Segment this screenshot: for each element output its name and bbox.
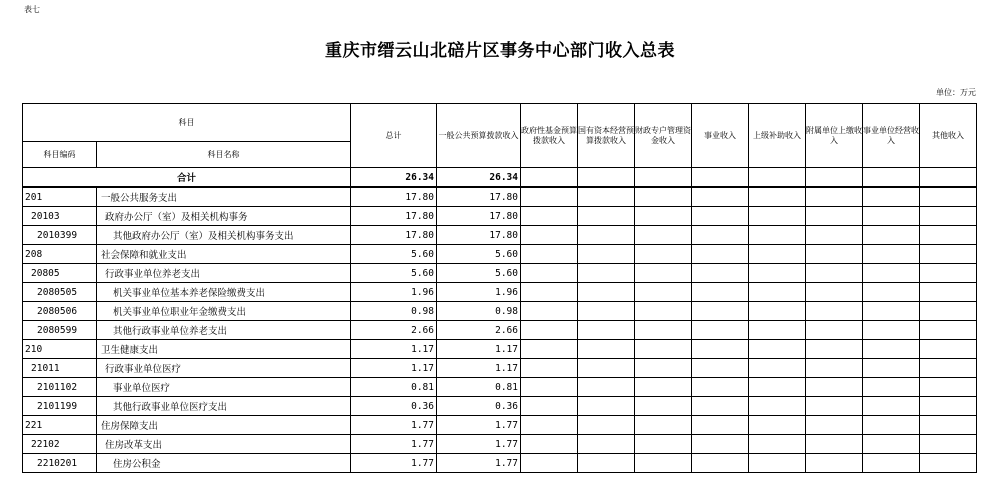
empty-cell	[635, 245, 692, 264]
empty-cell	[806, 397, 863, 416]
empty-cell	[578, 435, 635, 454]
empty-cell	[749, 207, 806, 226]
total-value: 26.34	[351, 168, 437, 188]
empty-cell	[692, 264, 749, 283]
empty-cell	[692, 187, 749, 207]
general-budget-cell: 5.60	[437, 264, 521, 283]
total-cell: 1.17	[351, 359, 437, 378]
header-affiliated-income: 附属单位上缴收入	[806, 104, 863, 168]
total-cell: 1.77	[351, 454, 437, 473]
subject-name: 其他行政事业单位医疗支出	[97, 397, 351, 416]
empty-cell	[578, 378, 635, 397]
empty-cell	[749, 416, 806, 435]
empty-cell	[806, 454, 863, 473]
empty-cell	[920, 340, 977, 359]
subject-name: 住房改革支出	[97, 435, 351, 454]
empty-cell	[920, 302, 977, 321]
empty-cell	[635, 435, 692, 454]
general-budget-cell: 2.66	[437, 321, 521, 340]
empty-cell	[806, 321, 863, 340]
empty-cell	[521, 340, 578, 359]
table-row	[23, 283, 977, 302]
empty-cell	[749, 321, 806, 340]
empty-cell	[578, 283, 635, 302]
empty-cell	[635, 168, 692, 188]
empty-cell	[863, 245, 920, 264]
total-cell: 1.17	[351, 340, 437, 359]
empty-cell	[863, 226, 920, 245]
empty-cell	[692, 340, 749, 359]
empty-cell	[749, 397, 806, 416]
subject-code: 2101102	[23, 378, 97, 397]
empty-cell	[578, 321, 635, 340]
empty-cell	[635, 359, 692, 378]
subject-name: 机关事业单位基本养老保险缴费支出	[97, 283, 351, 302]
empty-cell	[692, 359, 749, 378]
subject-name: 卫生健康支出	[97, 340, 351, 359]
empty-cell	[863, 302, 920, 321]
empty-cell	[749, 378, 806, 397]
empty-cell	[692, 207, 749, 226]
empty-cell	[749, 226, 806, 245]
empty-cell	[749, 359, 806, 378]
empty-cell	[692, 397, 749, 416]
general-budget-cell: 0.36	[437, 397, 521, 416]
empty-cell	[749, 454, 806, 473]
empty-cell	[635, 397, 692, 416]
header-government-fund: 政府性基金预算拨款收入	[521, 104, 578, 168]
total-cell: 5.60	[351, 264, 437, 283]
table-row	[23, 187, 977, 207]
subject-name: 行政事业单位医疗	[97, 359, 351, 378]
table-body	[23, 168, 977, 473]
subject-code: 2080506	[23, 302, 97, 321]
empty-cell	[578, 187, 635, 207]
subject-code: 2080599	[23, 321, 97, 340]
empty-cell	[635, 207, 692, 226]
subject-code: 201	[23, 187, 97, 207]
subject-code: 20805	[23, 264, 97, 283]
empty-cell	[578, 302, 635, 321]
empty-cell	[692, 168, 749, 188]
empty-cell	[521, 168, 578, 188]
subject-code: 2080505	[23, 283, 97, 302]
total-cell: 5.60	[351, 245, 437, 264]
header-fiscal-account: 财政专户管理资金收入	[635, 104, 692, 168]
empty-cell	[635, 187, 692, 207]
table-row	[23, 378, 977, 397]
empty-cell	[521, 245, 578, 264]
empty-cell	[521, 359, 578, 378]
table-row	[23, 397, 977, 416]
empty-cell	[692, 283, 749, 302]
empty-cell	[806, 245, 863, 264]
subject-code: 2210201	[23, 454, 97, 473]
subject-code: 22102	[23, 435, 97, 454]
empty-cell	[635, 264, 692, 283]
empty-cell	[692, 454, 749, 473]
empty-cell	[749, 168, 806, 188]
general-budget-cell: 0.98	[437, 302, 521, 321]
income-summary-table	[22, 103, 977, 473]
total-cell: 1.77	[351, 435, 437, 454]
empty-cell	[863, 321, 920, 340]
header-subject-name: 科目名称	[97, 142, 351, 168]
general-budget-cell: 17.80	[437, 226, 521, 245]
empty-cell	[521, 302, 578, 321]
header-total: 总计	[351, 104, 437, 168]
header-subject: 科目	[23, 104, 351, 142]
empty-cell	[863, 454, 920, 473]
table-row	[23, 359, 977, 378]
total-cell: 17.80	[351, 226, 437, 245]
subject-name: 政府办公厅（室）及相关机构事务	[97, 207, 351, 226]
table-row	[23, 207, 977, 226]
empty-cell	[806, 359, 863, 378]
table-row	[23, 226, 977, 245]
general-budget-cell: 1.77	[437, 435, 521, 454]
empty-cell	[635, 321, 692, 340]
total-cell: 1.77	[351, 416, 437, 435]
empty-cell	[920, 378, 977, 397]
subject-name: 机关事业单位职业年金缴费支出	[97, 302, 351, 321]
empty-cell	[863, 187, 920, 207]
empty-cell	[863, 264, 920, 283]
empty-cell	[521, 226, 578, 245]
header-business-income: 事业收入	[692, 104, 749, 168]
empty-cell	[863, 359, 920, 378]
page-title: 重庆市缙云山北碚片区事务中心部门收入总表	[325, 41, 675, 61]
general-budget-cell: 1.77	[437, 454, 521, 473]
subject-name: 事业单位医疗	[97, 378, 351, 397]
general-budget-cell: 1.17	[437, 340, 521, 359]
empty-cell	[521, 416, 578, 435]
total-cell: 1.96	[351, 283, 437, 302]
empty-cell	[920, 245, 977, 264]
empty-cell	[863, 416, 920, 435]
empty-cell	[578, 207, 635, 226]
header-general-budget: 一般公共预算拨款收入	[437, 104, 521, 168]
empty-cell	[920, 435, 977, 454]
empty-cell	[806, 283, 863, 302]
empty-cell	[806, 302, 863, 321]
empty-cell	[578, 245, 635, 264]
empty-cell	[521, 378, 578, 397]
table-row	[23, 245, 977, 264]
empty-cell	[920, 359, 977, 378]
header-superior-subsidy: 上级补助收入	[749, 104, 806, 168]
unit-label: 单位：万元	[936, 88, 976, 97]
empty-cell	[863, 168, 920, 188]
subject-name: 行政事业单位养老支出	[97, 264, 351, 283]
empty-cell	[920, 397, 977, 416]
table-header	[23, 104, 977, 168]
empty-cell	[521, 283, 578, 302]
total-cell: 0.36	[351, 397, 437, 416]
empty-cell	[920, 226, 977, 245]
empty-cell	[692, 378, 749, 397]
table-number-label: 表七	[24, 5, 40, 14]
subject-name: 住房公积金	[97, 454, 351, 473]
empty-cell	[806, 207, 863, 226]
empty-cell	[692, 435, 749, 454]
empty-cell	[578, 264, 635, 283]
empty-cell	[863, 340, 920, 359]
subject-code: 221	[23, 416, 97, 435]
empty-cell	[749, 283, 806, 302]
empty-cell	[578, 226, 635, 245]
subject-code: 20103	[23, 207, 97, 226]
table-row	[23, 264, 977, 283]
empty-cell	[920, 168, 977, 188]
header-operation-income: 事业单位经营收入	[863, 104, 920, 168]
empty-cell	[521, 454, 578, 473]
general-budget-cell: 1.96	[437, 283, 521, 302]
empty-cell	[863, 397, 920, 416]
empty-cell	[749, 435, 806, 454]
empty-cell	[578, 397, 635, 416]
subject-name: 其他行政事业单位养老支出	[97, 321, 351, 340]
total-cell: 2.66	[351, 321, 437, 340]
empty-cell	[635, 340, 692, 359]
empty-cell	[806, 435, 863, 454]
subject-code: 208	[23, 245, 97, 264]
total-row	[23, 168, 977, 188]
empty-cell	[806, 264, 863, 283]
total-cell: 0.98	[351, 302, 437, 321]
empty-cell	[521, 321, 578, 340]
empty-cell	[920, 283, 977, 302]
empty-cell	[806, 168, 863, 188]
empty-cell	[692, 321, 749, 340]
empty-cell	[920, 207, 977, 226]
empty-cell	[806, 416, 863, 435]
empty-cell	[635, 416, 692, 435]
empty-cell	[806, 226, 863, 245]
header-state-capital: 国有资本经营预算拨款收入	[578, 104, 635, 168]
table-row	[23, 321, 977, 340]
total-cell: 17.80	[351, 187, 437, 207]
empty-cell	[521, 435, 578, 454]
subject-name: 一般公共服务支出	[97, 187, 351, 207]
empty-cell	[863, 435, 920, 454]
subject-code: 21011	[23, 359, 97, 378]
subject-code: 2010399	[23, 226, 97, 245]
subject-code: 210	[23, 340, 97, 359]
empty-cell	[749, 245, 806, 264]
empty-cell	[920, 187, 977, 207]
empty-cell	[920, 321, 977, 340]
general-budget-cell: 17.80	[437, 207, 521, 226]
empty-cell	[521, 187, 578, 207]
empty-cell	[578, 168, 635, 188]
empty-cell	[692, 416, 749, 435]
general-budget-cell: 0.81	[437, 378, 521, 397]
table-row	[23, 435, 977, 454]
general-budget-cell: 5.60	[437, 245, 521, 264]
subject-name: 社会保障和就业支出	[97, 245, 351, 264]
empty-cell	[806, 340, 863, 359]
empty-cell	[806, 378, 863, 397]
empty-cell	[635, 378, 692, 397]
empty-cell	[635, 226, 692, 245]
empty-cell	[635, 302, 692, 321]
header-other-income: 其他收入	[920, 104, 977, 168]
table-row	[23, 416, 977, 435]
empty-cell	[635, 283, 692, 302]
empty-cell	[635, 454, 692, 473]
empty-cell	[749, 187, 806, 207]
table-row	[23, 340, 977, 359]
empty-cell	[863, 378, 920, 397]
table-row	[23, 454, 977, 473]
empty-cell	[521, 264, 578, 283]
empty-cell	[578, 454, 635, 473]
total-cell: 0.81	[351, 378, 437, 397]
empty-cell	[920, 416, 977, 435]
subject-name: 其他政府办公厅（室）及相关机构事务支出	[97, 226, 351, 245]
empty-cell	[692, 226, 749, 245]
empty-cell	[863, 207, 920, 226]
empty-cell	[749, 302, 806, 321]
total-cell: 17.80	[351, 207, 437, 226]
header-subject-code: 科目编码	[23, 142, 97, 168]
table-row	[23, 302, 977, 321]
empty-cell	[578, 416, 635, 435]
empty-cell	[692, 302, 749, 321]
general-budget-cell: 1.77	[437, 416, 521, 435]
empty-cell	[692, 245, 749, 264]
empty-cell	[521, 397, 578, 416]
empty-cell	[521, 207, 578, 226]
general-budget-cell: 1.17	[437, 359, 521, 378]
total-general-value: 26.34	[437, 168, 521, 188]
empty-cell	[806, 187, 863, 207]
general-budget-cell: 17.80	[437, 187, 521, 207]
empty-cell	[863, 283, 920, 302]
empty-cell	[920, 264, 977, 283]
empty-cell	[749, 340, 806, 359]
total-label: 合计	[23, 168, 351, 188]
empty-cell	[920, 454, 977, 473]
subject-name: 住房保障支出	[97, 416, 351, 435]
subject-code: 2101199	[23, 397, 97, 416]
empty-cell	[749, 264, 806, 283]
empty-cell	[578, 359, 635, 378]
empty-cell	[578, 340, 635, 359]
